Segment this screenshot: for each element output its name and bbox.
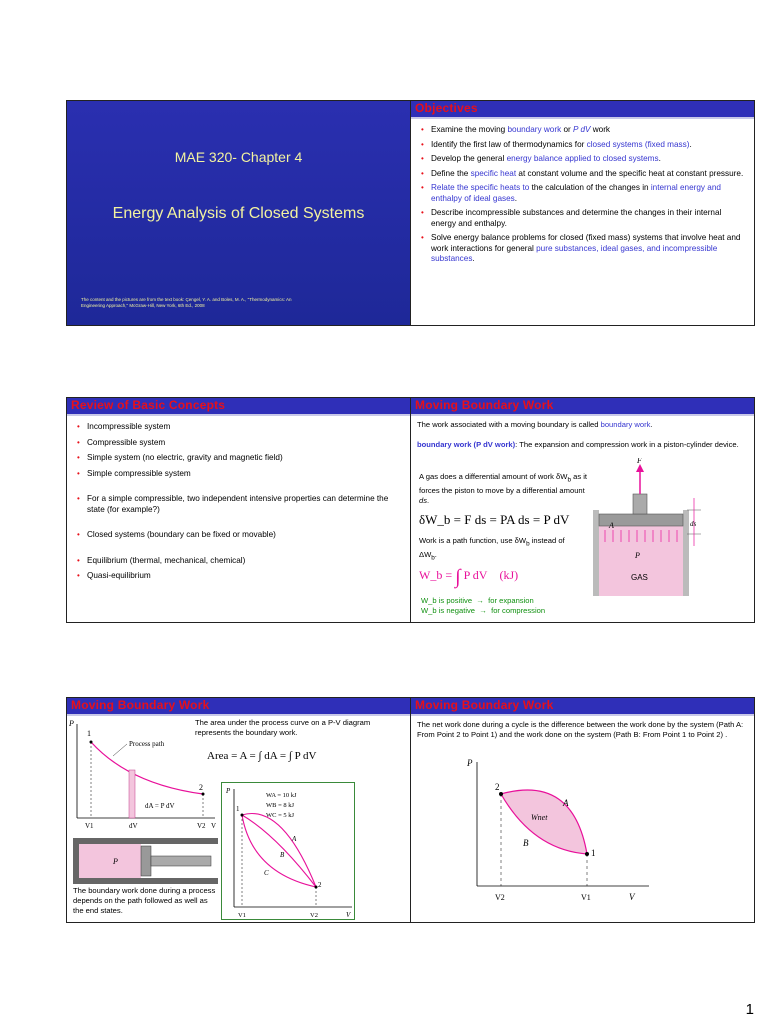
definition-text: boundary work (P dV work): The expansion and compression work in a piston-cylinder device. [417, 440, 739, 449]
axis-P: P [467, 758, 473, 768]
process-curve [91, 742, 203, 794]
source-note: The content and the pictures are from the text book: Çengel, Y. A. and Boles, M. A., "Thermodynamics: An Engineering Approach," McGraw-Hill, New York, 6th Ed., 2008 [81, 297, 292, 308]
list-item: • Develop the general energy balance applied to closed systems. [419, 154, 744, 165]
three-path-figure [222, 783, 354, 919]
label-WA: WA = 10 kJ [266, 792, 297, 799]
label-B: B [280, 851, 285, 859]
cylinder-wall-right [683, 510, 689, 596]
slide-review [66, 397, 411, 623]
header-title: Review of Basic Concepts [71, 398, 226, 412]
slide-boundary-work-1 [410, 397, 755, 623]
three-path-figure-frame [221, 782, 355, 920]
label-Wnet: Wnet [531, 813, 548, 822]
piston-figure-small [73, 838, 218, 884]
label-B: B [523, 838, 529, 848]
net-work-figure [463, 754, 653, 906]
slide-title [66, 100, 411, 326]
work-equation: δW_b = F ds = PA ds = P dV [419, 512, 570, 527]
point-1: 1 [591, 848, 596, 858]
dA-strip [129, 770, 135, 818]
pv-process-figure [69, 716, 219, 836]
label-dA: dA = P dV [145, 802, 175, 810]
slide-title-text: Energy Analysis of Closed Systems [112, 205, 365, 222]
area-equation: Area = A = ∫ dA = ∫ P dV [207, 750, 317, 762]
point-1: 1 [236, 805, 240, 813]
header-bar [67, 398, 410, 416]
tick-V1: V1 [238, 912, 246, 919]
gas-text: A gas does a differential amount of work $\delta W_b$ as it forces the piston to move by a differential amount ds. [419, 472, 588, 505]
point-2: 2 [495, 782, 500, 792]
label-gas: GAS [631, 573, 648, 582]
list-item: • Closed systems (boundary can be fixed or movable) [75, 530, 400, 541]
header-title: Objectives [415, 101, 478, 115]
axis-V: V [629, 892, 635, 902]
objectives-list [419, 125, 744, 269]
axis-P: P [69, 719, 74, 728]
point-1: 1 [87, 729, 91, 738]
list-item: • Quasi-equilibrium [75, 571, 400, 582]
label-C: C [264, 869, 269, 877]
list-item: • For a simple compressible, two independent intensive properties can determine the state (for example?) [75, 494, 400, 515]
tick-V1: V1 [85, 822, 94, 830]
chapter-label: MAE 320- Chapter 4 [174, 149, 303, 165]
page-number: 1 [745, 1001, 754, 1018]
intro-text: The work associated with a moving boundary is called boundary work. [417, 420, 653, 429]
tick-V1: V1 [581, 893, 591, 902]
sign-negative: W_b is negative → for compression [421, 606, 546, 615]
tick-V2: V2 [197, 822, 206, 830]
slide-objectives [410, 100, 755, 326]
list-item: • Describe incompressible substances and determine the changes in their internal energy and enthalpy. [419, 208, 744, 229]
header-title: Moving Boundary Work [415, 398, 554, 412]
piston-rod [633, 494, 647, 514]
tick-V2: V2 [495, 893, 505, 902]
integral-equation: W_b = ∫ P dV (kJ) [419, 566, 519, 588]
label-WB: WB = 8 kJ [266, 802, 295, 809]
list-item: • Incompressible system [75, 422, 400, 433]
path-function-text: Work is a path function, use $\delta W_b$ instead of $\Delta W_b$. [419, 536, 565, 562]
slide-boundary-work-3 [410, 697, 755, 923]
concepts-list [75, 422, 400, 586]
point-2: 2 [318, 881, 322, 889]
header-bar [411, 398, 754, 416]
path-A [242, 814, 316, 888]
list-item: • Define the specific heat at constant volume and the specific heat at constant pressure. [419, 169, 744, 180]
gas-region [599, 526, 683, 596]
label-A: A [609, 521, 614, 530]
slide-boundary-work-2 [66, 697, 411, 923]
header-bar [67, 698, 410, 716]
label-ds: ds [690, 520, 697, 528]
list-item: • Relate the specific heats to the calculation of the changes in internal energy and enthalpy of ideal gases. [419, 183, 744, 204]
header-bar [411, 101, 754, 119]
cycle-area [501, 790, 587, 854]
list-item: • Compressible system [75, 438, 400, 449]
label-WC: WC = 5 kJ [266, 812, 295, 819]
list-item: • Solve energy balance problems for closed (fixed mass) systems that involve heat and work interactions for general pure substances, ideal gases, and incompressible substances. [419, 233, 744, 265]
sign-positive: W_b is positive → for expansion [421, 596, 534, 605]
tick-V2: V2 [310, 912, 318, 919]
cylinder-wall-left [593, 510, 599, 596]
label-F: F [637, 458, 642, 465]
list-item: • Identify the first law of thermodynamics for closed systems (fixed mass). [419, 140, 744, 151]
list-item: • Simple compressible system [75, 469, 400, 480]
list-item: • Equilibrium (thermal, mechanical, chemical) [75, 556, 400, 567]
header-title: Moving Boundary Work [71, 698, 210, 712]
axis-P: P [226, 787, 231, 795]
axis-V: V [211, 822, 217, 830]
label-A: A [563, 798, 569, 808]
header-bar [411, 698, 754, 716]
point-2: 2 [199, 783, 203, 792]
list-item: • Simple system (no electric, gravity and magnetic field) [75, 453, 400, 464]
list-item: • Examine the moving boundary work or P dV work [419, 125, 744, 136]
label-process-path: Process path [129, 740, 165, 748]
axis-V: V [346, 911, 351, 919]
label-A: A [292, 835, 297, 843]
net-work-text: The net work done during a cycle is the difference between the work done by the system (Path A: From Point 2 to Point 1) and the work done on the system (Path B: From Point 1 to Point 2) . [417, 720, 744, 739]
label-dV: dV [129, 822, 138, 830]
label-P-small: P [113, 857, 118, 866]
piston-cylinder-figure [591, 458, 703, 598]
path-dependence-text: The boundary work done during a process depends on the path followed as well as the end states. [73, 886, 216, 915]
area-text: The area under the process curve on a P-V diagram represents the boundary work. [195, 718, 371, 737]
header-title: Moving Boundary Work [415, 698, 554, 712]
label-P: P [635, 551, 640, 560]
